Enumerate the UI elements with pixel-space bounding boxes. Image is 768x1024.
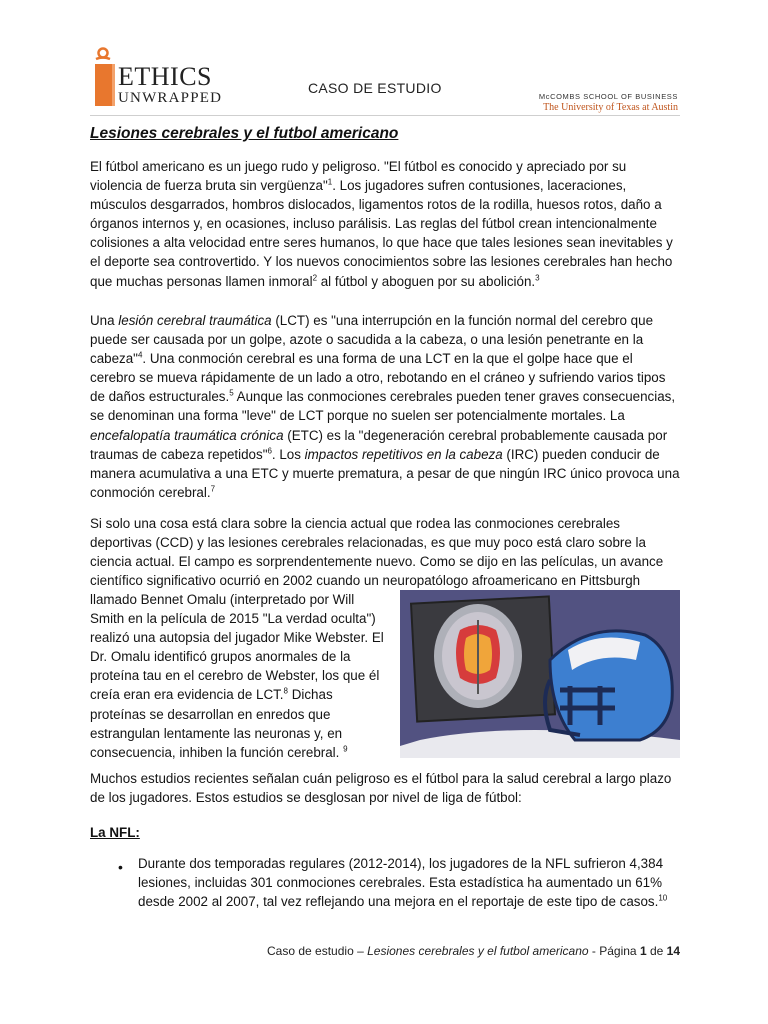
paragraph-omalu: llamado Bennet Omalu (interpretado por Will Smith en la película de 2015 "La verdad oculta") realizó una autopsia del jugador Mike Webster. El Dr. Omalu identificó grupos anormales de la proteína tau en el cerebro de Webster, los que él creía eran era evidencia de LCT.$^8$ Dichas proteínas se desarrollan en enredos que estrangulan lentamente las neuronas y, en consecuencia, inhiben la función cerebral. $^9$	[90, 592, 384, 760]
footer-of: de	[646, 944, 667, 958]
bullet-marker: •	[118, 859, 123, 875]
section-heading-nfl: La NFL:	[90, 825, 140, 840]
list-item: Durante dos temporadas regulares (2012-2014), los jugadores de la NFL sufrieron 4,384 lesiones, incluidas 301 conmociones cerebrales. Esta estadística ha aumentado un 61% desde 2002 al 2007, tal vez reflejando una mejora en el reportaje de este tipo de casos.$^{10}$	[138, 856, 668, 910]
logo-text-unwrapped: UNWRAPPED	[118, 90, 223, 106]
logo-text-ethics: ETHICS	[118, 62, 212, 91]
footer-prefix: Caso de estudio –	[267, 944, 368, 958]
university-name: The University of Texas at Austin	[543, 102, 678, 113]
paragraph-science: Si solo una cosa está clara sobre la ciencia actual que rodea las conmociones cerebrales deportivas (CCD) y las lesiones cerebrales relacionadas, es que muy poco está claro sobre la ciencia actual. El campo es sorprendentemente nuevo. Como se dijo en las películas, un avance científico significativo ocurrió en 2002 cuando un neuropatólogo afroamericano en Pittsburgh	[90, 516, 664, 589]
document-title: Lesiones cerebrales y el futbol americano	[90, 125, 399, 142]
paragraph-studies: Muchos estudios recientes señalan cuán peligroso es el fútbol para la salud cerebral a largo plazo de los jugadores. Estos estudios se desglosan por nivel de liga de fútbol:	[90, 771, 672, 806]
header-title: CASO DE ESTUDIO	[308, 80, 442, 96]
footer-page-total: 14	[666, 944, 680, 958]
header-divider	[90, 115, 680, 116]
footer-page-number: 1	[639, 944, 647, 958]
logo-mark-icon	[92, 46, 116, 108]
school-name: McCOMBS SCHOOL OF BUSINESS	[538, 92, 678, 101]
paragraph-intro: El fútbol americano es un juego rudo y peligroso. "El fútbol es conocido y apreciado por su violencia de fuerza bruta sin vergüenza"$^1$. Los jugadores sufren contusiones, laceraciones, músculos desgarrados, hombros dislocados, ligamentos rotos de la rodilla, huesos rotos, daño a órganos internos y, en ocasiones, incluso parálisis. Las reglas del fútbol crean intencionalmente colisiones a alta velocidad entre seres humanos, lo que hace que tales lesiones sean inevitables y el deporte sea controvertido. Y los nuevos conocimientos sobre las lesiones cerebrales han hecho que muchas personas llamen inmoral$^2$ al fútbol y aboguen por su abolición.$^3$	[90, 159, 673, 289]
helmet-brain-scan-illustration	[400, 590, 680, 758]
paragraph-definitions: Una lesión cerebral traumática (LCT) es "una interrupción en la función normal del cerebro que puede ser causada por un golpe, azote o sacudida a la cabeza, o una lesión penetrante en la cabeza"$^4$. Una conmoción cerebral es una forma de una LCT en la que el golpe hace que el cerebro se mueva rápidamente de un lado a otro, rebotando en el cráneo y sufriendo varios tipos de daños estructurales.$^5$ Aunque las conmociones cerebrales pueden tener graves consecuencias, se denominan una forma "leve" de LCT porque no suelen ser potencialmente mortales. La encefalopatía traumática crónica (ETC) es la "degeneración cerebral probablemente causada por traumas de cabeza repetidos"$^6$. Los impactos repetitivos en la cabeza (IRC) pueden conducir de manera acumulativa a una ETC y muerte prematura, a pesar de que ningún IRC único provoca una conmoción cerebral.$^7$	[90, 313, 680, 500]
footer-page-prefix: - Página	[588, 944, 640, 958]
page-footer	[267, 944, 680, 958]
footer-doc-title: Lesiones cerebrales y el futbol americano	[367, 944, 589, 958]
mccombs-logo	[539, 92, 678, 113]
ethics-unwrapped-logo	[90, 46, 230, 110]
page-header	[90, 42, 680, 118]
